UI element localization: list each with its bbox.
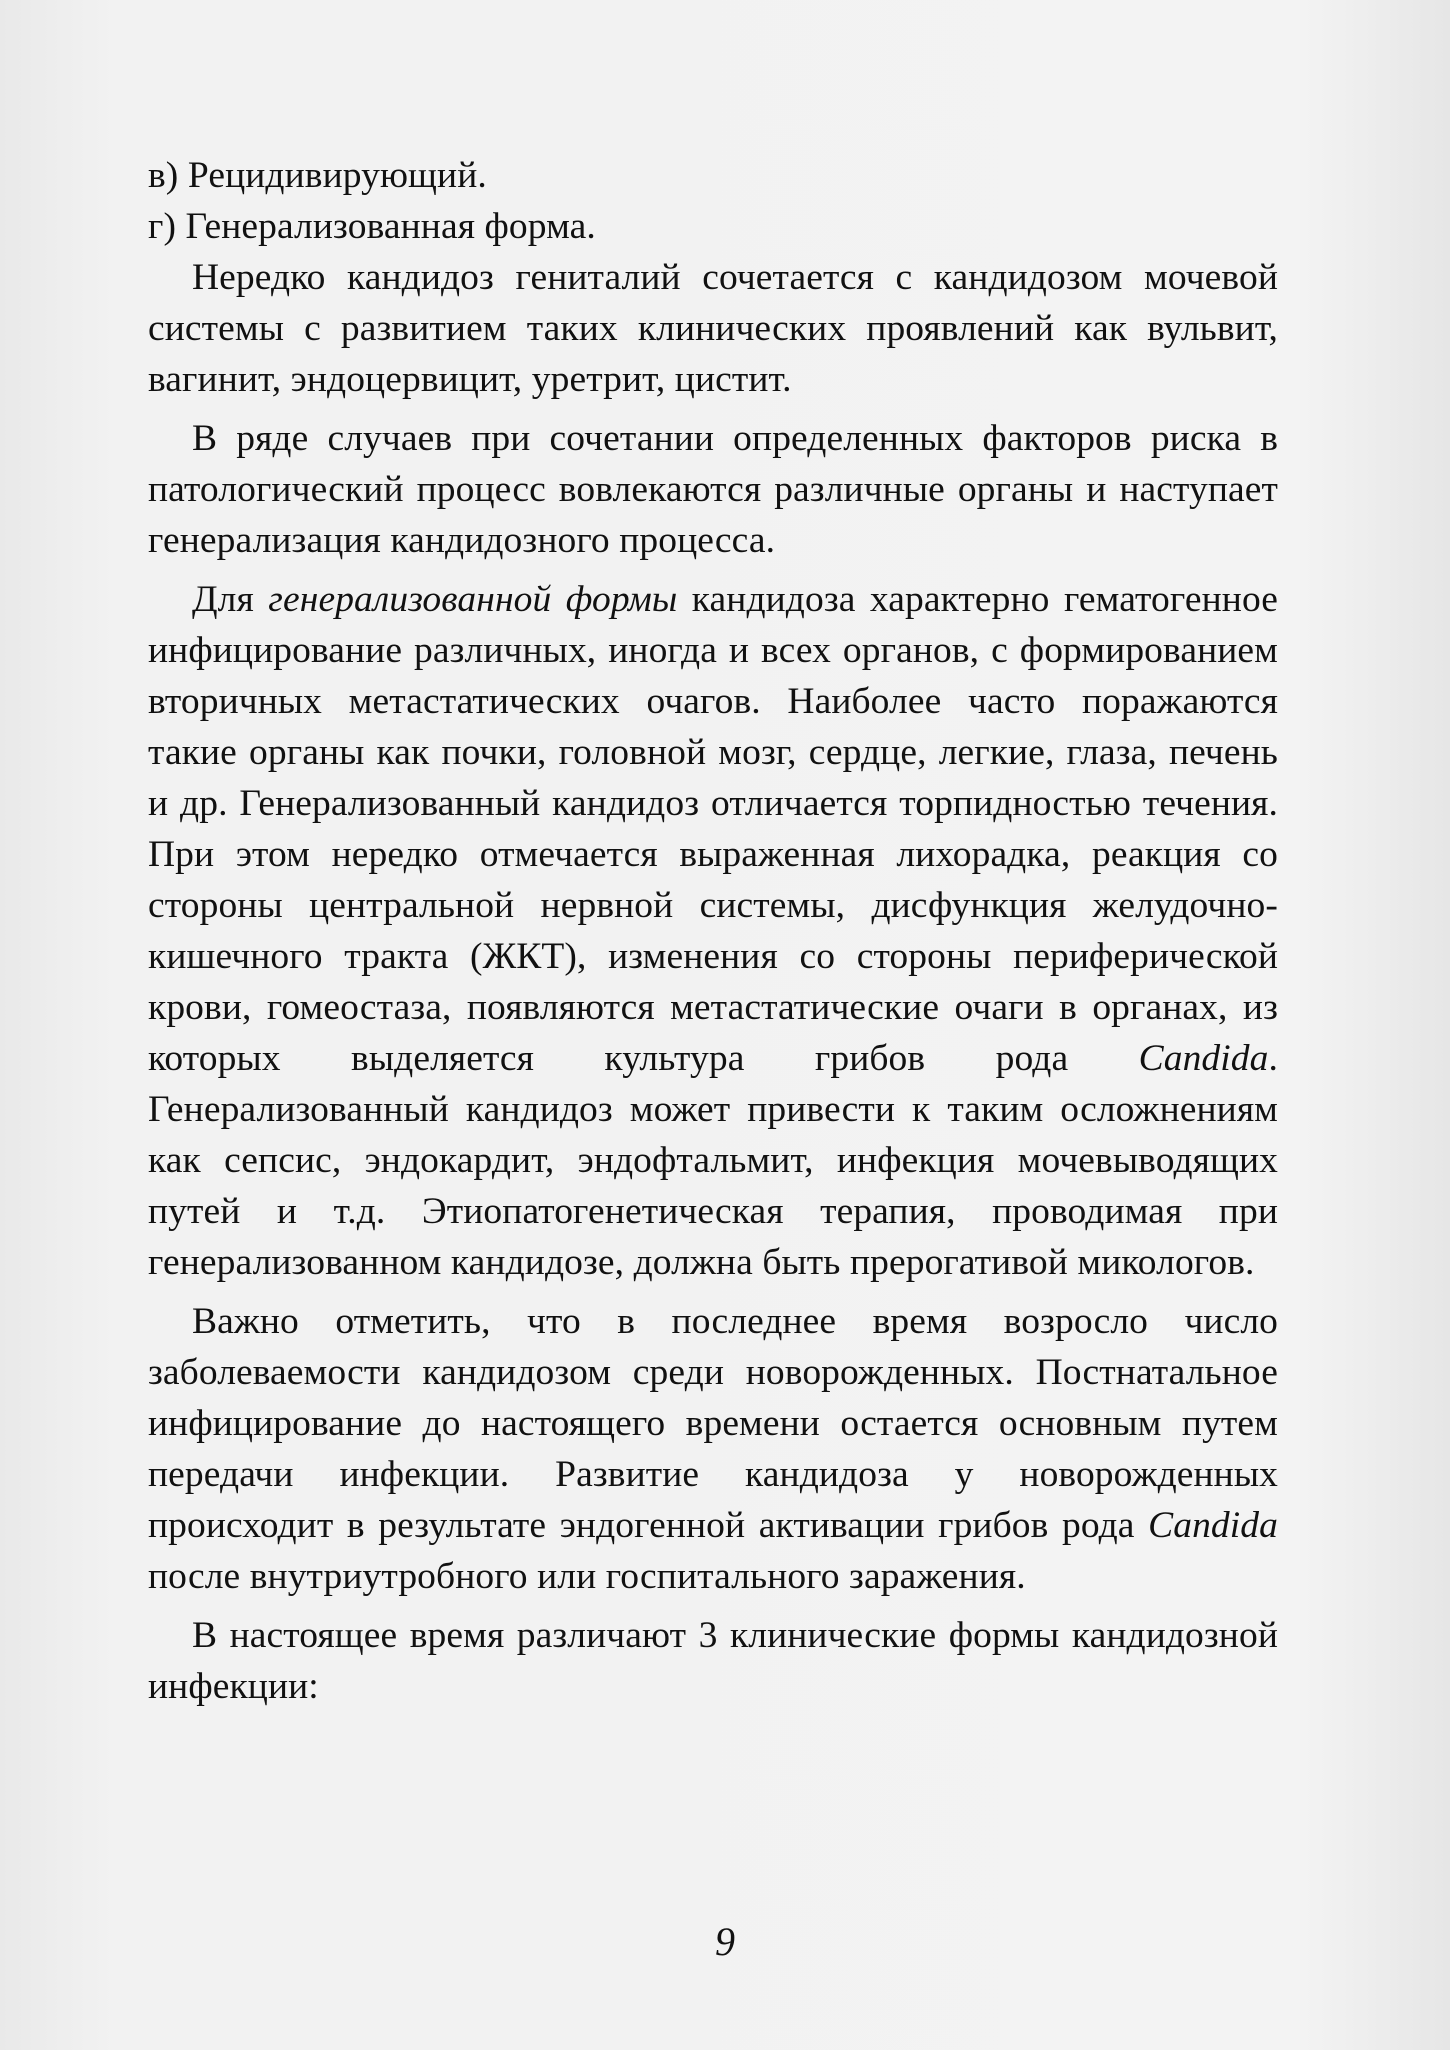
paragraph-genital-candidiasis: Нередко кандидоз гениталий сочетается с кандидозом мочевой системы с развитием таких клинических проявлений как вульвит, вагинит, эндоцервицит, уретрит, цистит.	[148, 257, 1278, 400]
paragraph-body-continued: . Генерализованный кандидоз может привести к таким осложнениям как сепсис, эндокардит, эндофтальмит, инфекция мочевыводящих путей и т.д. Этиопатогенетическая терапия, проводимая при генерализованном кандидозе, должна быть прерогативой микологов.	[148, 1038, 1278, 1283]
paragraph-clinical-forms: В настоящее время различают 3 клинические формы кандидозной инфекции:	[148, 1615, 1278, 1707]
paragraph-body: кандидоза характерно гематогенное инфицирование различных, иногда и всех органов, с формированием вторичных метастатических очагов. Наиболее часто поражаются такие органы как почки, головной мозг, сердце, легкие, глаза, печень и др. Генерализованный кандидоз отличается торпидностью течения. При этом нередко отмечается выраженная лихорадка, реакция со стороны центральной нервной системы, дисфункция желудочно-кишечного тракта (ЖКТ), изменения со стороны периферической крови, гомеостаза, появляются метастатические очаги в органах, из которых выделяется культура грибов рода	[148, 579, 1278, 1079]
italic-term: генерализованной формы	[268, 579, 678, 620]
paragraph-lead: Важно отметить, что в последнее время возросло число заболеваемости кандидозом среди новорожденных. Постнатальное инфицирование до настоящего времени остается основным путем передачи инфекции. Развитие кандидоза у новорожденных происходит в результате эндогенной активации грибов рода	[148, 1301, 1278, 1546]
list-item-generalized: г) Генерализованная форма.	[148, 206, 596, 247]
paragraph-newborns	[148, 1296, 1278, 1602]
list-item-recurrent: в) Рецидивирующий.	[148, 155, 487, 196]
page-number: 9	[715, 1919, 735, 1964]
italic-genus: Candida	[1148, 1505, 1278, 1546]
paragraph-tail: после внутриутробного или госпитального заражения.	[148, 1556, 1026, 1597]
paragraph-generalized-form	[148, 574, 1278, 1288]
paragraph-risk-factors: В ряде случаев при сочетании определенных факторов риска в патологический процесс вовлекаются различные органы и наступает генерализация кандидозного процесса.	[148, 418, 1278, 561]
paragraph-lead: Для	[192, 579, 269, 620]
italic-genus: Candida	[1138, 1038, 1269, 1079]
page-body-text	[148, 150, 1278, 1712]
